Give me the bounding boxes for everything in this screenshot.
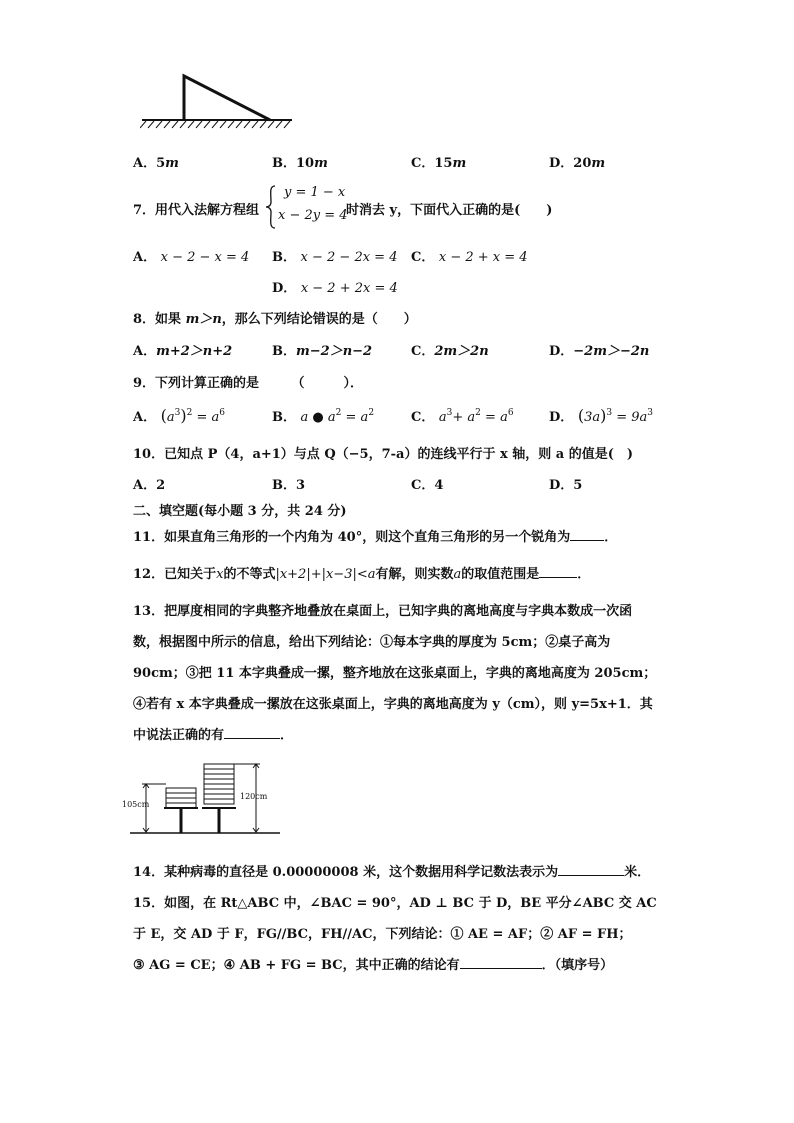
ground-hatching (140, 121, 290, 128)
broken-tree-shape (184, 76, 270, 120)
q9-stem: 9．下列计算正确的是 （ ）． (133, 376, 364, 391)
q8-option-c: C．2m＞2n (411, 344, 489, 359)
fig-right-label: 120cm (240, 792, 268, 801)
q7-option-a: A． x − 2 − x = 4 (133, 250, 250, 265)
q14-blank[interactable] (558, 863, 624, 876)
q15-line-1: 15．如图，在 Rt△ABC 中，∠BAC = 90°，AD ⊥ BC 于 D，BE 平分∠ABC 交 AC (133, 896, 657, 911)
q7-suffix: 时消去 y，下面代入正确的是( ) (346, 203, 553, 218)
q7-equation-2: x − 2y = 4 (278, 208, 348, 223)
q11-blank[interactable] (570, 528, 604, 541)
q15-line-3: ③ AG = CE；④ AB + FG = BC，其中正确的结论有 ．（填序号） (133, 958, 614, 973)
q8-stem: 8．如果 m＞n，那么下列结论错误的是（ ） (133, 312, 417, 327)
q8-option-b: B．m−2＞n−2 (272, 344, 373, 359)
q10-option-c: C．4 (411, 478, 444, 493)
q13-line-5: 中说法正确的有 ． (133, 728, 294, 743)
q9-option-b: B． a ● $a^2 = a^2$ (272, 408, 375, 425)
q7-option-d: D． x − 2 + 2x = 4 (272, 281, 398, 296)
q6-option-c: C．15m (411, 156, 467, 171)
q10-option-a: A．2 (133, 478, 166, 493)
q10-option-d: D．5 (549, 478, 583, 493)
q9-option-c: C． $a^3+ a^2 = a^6$ (411, 408, 514, 425)
q13-line-2: 数，根据图中所示的信息，给出下列结论：①每本字典的厚度为 5cm；②桌子高为 (133, 635, 611, 650)
q13-line-3: 90cm；③把 11 本字典叠成一摞，整齐地放在这张桌面上，字典的离地高度为 205cm； (133, 666, 657, 681)
q8-option-a: A．m+2＞n+2 (133, 344, 233, 359)
q11: 11．如果直角三角形的一个内角为 40°，则这个直角三角形的另一个锐角为 ． (133, 530, 618, 545)
section-heading: 二、填空题(每小题 3 分，共 24 分) (133, 504, 347, 519)
q14: 14．某种病毒的直径是 0.00000008 米，这个数据用科学记数法表示为 米． (133, 865, 651, 880)
q9-option-d: D． $(3a)^3 = 9a^3$ (549, 406, 653, 425)
q15-blank[interactable] (460, 956, 542, 969)
q7-option-c: C． x − 2 + x = 4 (411, 250, 528, 265)
q13-line-4: ④若有 x 本字典叠成一摞放在这张桌面上，字典的离地高度为 y（cm），则 y=5x+1．其 (133, 697, 653, 712)
q7-prefix: 7．用代入法解方程组 (133, 203, 260, 218)
q7-option-b: B． x − 2 − 2x = 4 (272, 250, 398, 265)
q6-option-b: B．10m (272, 156, 328, 171)
q9-option-a: A． $(a^3)^2 = a^6$ (133, 406, 226, 425)
q10-stem: 10．已知点 P（4，a+1）与点 Q（−5，7-a）的连线平行于 x 轴，则 a 的值是( ) (133, 447, 634, 462)
q12-blank[interactable] (539, 565, 577, 578)
q6-figure (140, 70, 295, 132)
q13-blank[interactable] (224, 726, 280, 739)
q12: 12．已知关于x的不等式|x+2|+|x−3|<a有解，则实数a的取值范围是 ． (133, 567, 591, 582)
q13-line-1: 13．把厚度相同的字典整齐地叠放在桌面上，已知字典的离地高度与字典本数成一次函 (133, 604, 633, 619)
fig-left-label: 105cm (122, 800, 150, 809)
q7-equation-1: y = 1 − x (284, 185, 346, 200)
q10-option-b: B．3 (272, 478, 306, 493)
q6-option-a: A．5m (133, 156, 179, 171)
q15-line-2: 于 E，交 AD 于 F，FG//BC，FH//AC，下列结论：① AE = AF；② AF = FH； (133, 927, 632, 942)
q6-option-d: D．20m (549, 156, 606, 171)
q13-figure (122, 758, 280, 838)
q7-brace (265, 184, 277, 230)
q8-option-d: D．−2m＞−2n (549, 344, 650, 359)
